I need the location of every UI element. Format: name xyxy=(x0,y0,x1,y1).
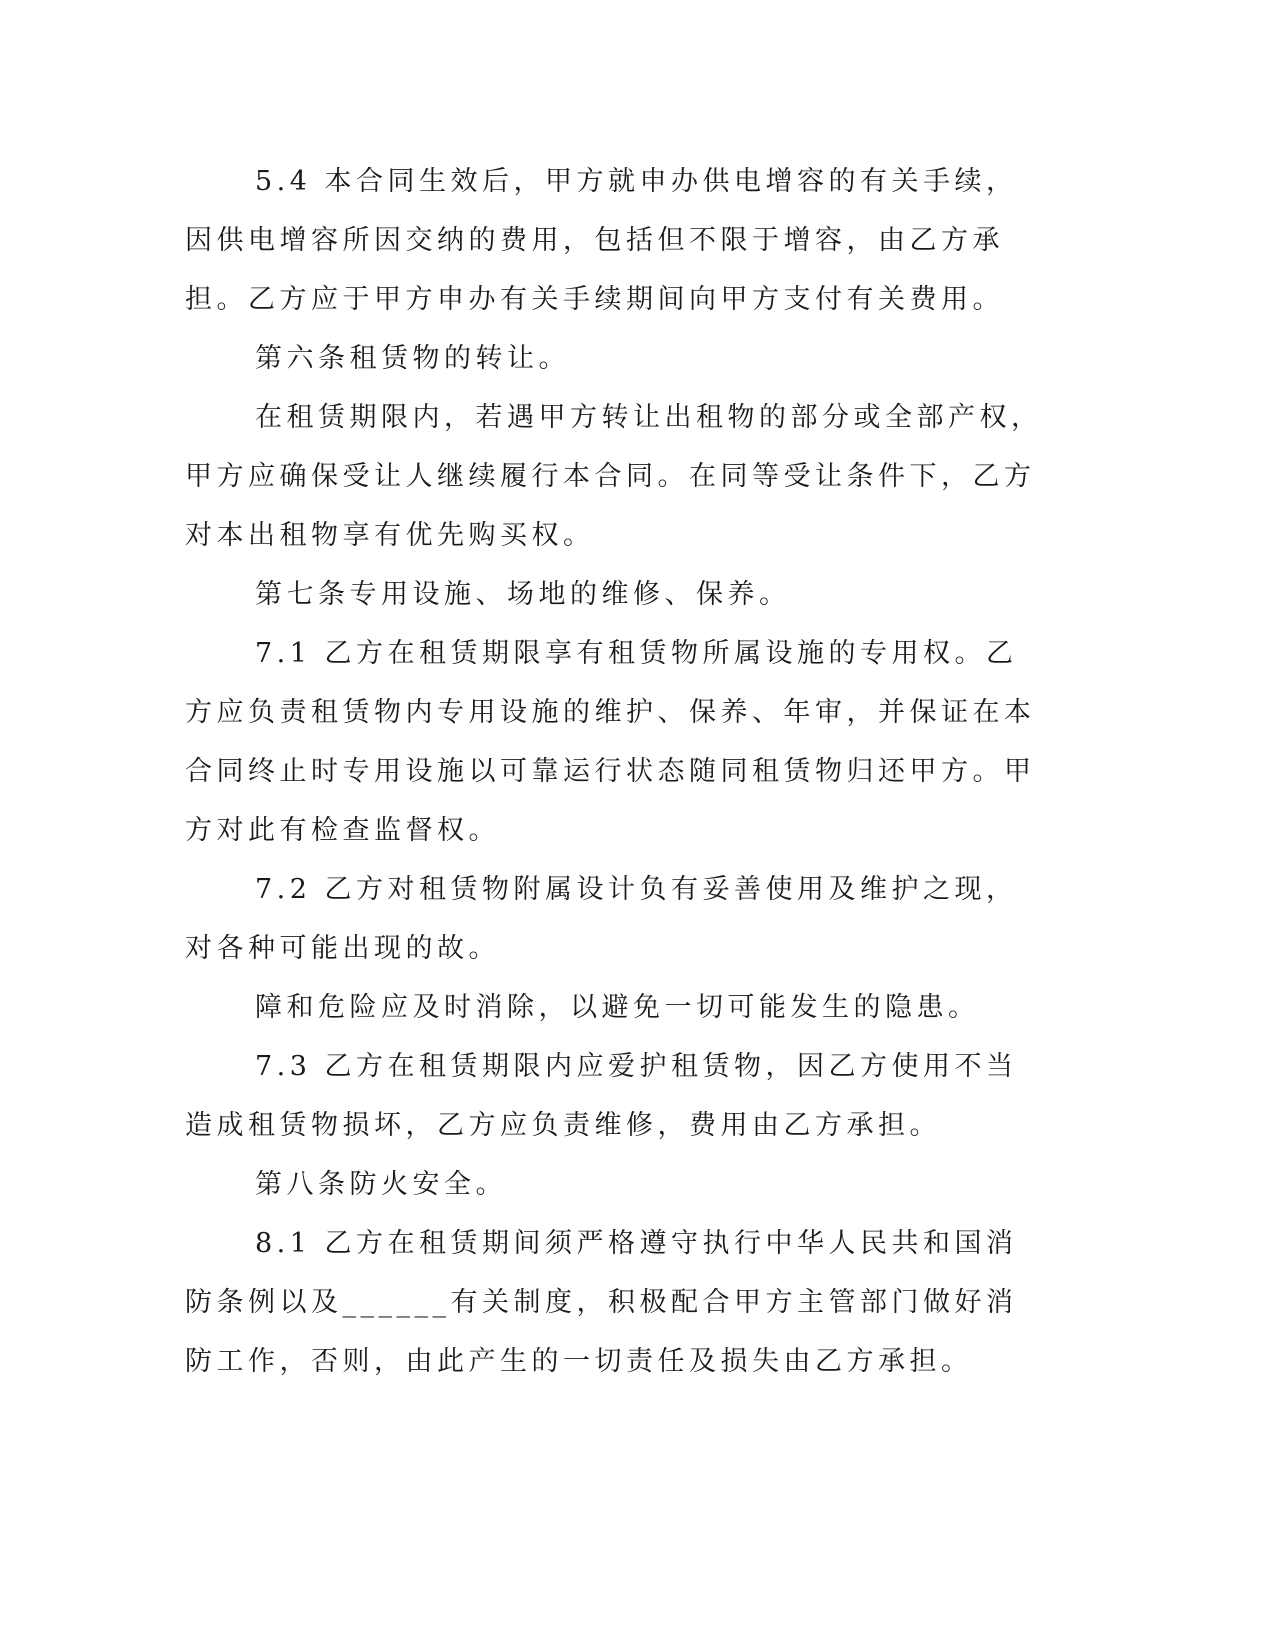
article-7-heading: 第七条专用设施、场地的维修、保养。 xyxy=(255,579,791,610)
paragraph-7-1: 7.1 乙方在租赁期限享有租赁物所属设施的专用权。乙方应负责租赁物内专用设施的维护、保养、年审，并保证在本合同终止时专用设施以可靠运行状态随同租赁物归还甲方。甲方对此有检查监督权。 xyxy=(185,638,1036,846)
paragraph-6-body: 在租赁期限内，若遇甲方转让出租物的部分或全部产权，甲方应确保受让人继续履行本合同。在同等受让条件下，乙方对本出租物享有优先购买权。 xyxy=(185,402,1043,551)
document-body xyxy=(185,152,1045,1391)
article-8-heading: 第八条防火安全。 xyxy=(255,1169,507,1200)
article-6-heading: 第六条租赁物的转让。 xyxy=(255,343,570,374)
paragraph-5-4: 5.4 本合同生效后，甲方就申办供电增容的有关手续，因供电增容所因交纳的费用，包括但不限于增容，由乙方承担。乙方应于甲方申办有关手续期间向甲方支付有关费用。 xyxy=(185,166,1018,315)
paragraph-7-3: 7.3 乙方在租赁期限内应爱护租赁物，因乙方使用不当造成租赁物损坏，乙方应负责维修，费用由乙方承担。 xyxy=(185,1051,1018,1141)
paragraph-7-2: 7.2 乙方对租赁物附属设计负有妥善使用及维护之现，对各种可能出现的故。 xyxy=(185,874,1018,964)
paragraph-8-1: 8.1 乙方在租赁期间须严格遵守执行中华人民共和国消防条例以及______有关制度，积极配合甲方主管部门做好消防工作，否则，由此产生的一切责任及损失由乙方承担。 xyxy=(185,1228,1018,1377)
paragraph-7-2-continued: 障和危险应及时消除，以避免一切可能发生的隐患。 xyxy=(255,992,980,1023)
